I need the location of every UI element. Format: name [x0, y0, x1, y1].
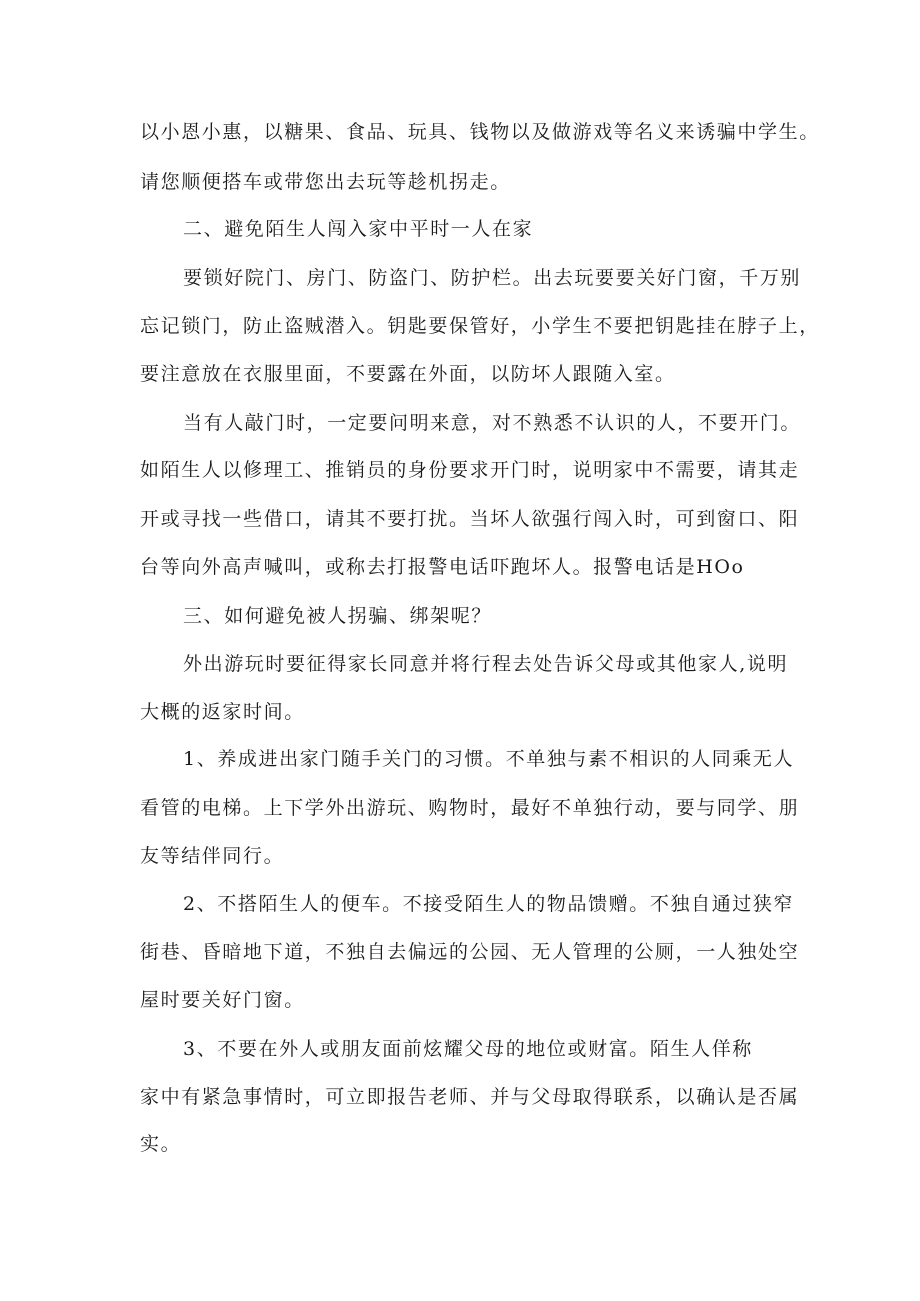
text-line: 当有人敲门时，一定要问明来意，对不熟悉不认识的人，不要开门。 [183, 412, 802, 434]
text-line: 外出游玩时要征得家长同意并将行程去处告诉父母或其他家人,说明 [183, 653, 789, 675]
text-line: 看管的电梯。上下学外出游玩、购物时，最好不单独行动，要与同学、朋 [140, 797, 800, 819]
list-item: 1、养成进出家门随手关门的习惯。不单独与素不相识的人同乘无人 [183, 748, 795, 770]
text-line: 台等向外高声喊叫，或称去打报警电话吓跑坏人。报警电话是HOo [140, 556, 745, 578]
text-line: 要锁好院门、房门、防盗门、防护栏。出去玩要要关好门窗，千万别 [183, 267, 802, 289]
section-heading: 三、如何避免被人拐骗、绑架呢？ [183, 605, 493, 627]
text-line: 屋时要关好门窗。 [140, 989, 305, 1011]
text-line: 大概的返家时间。 [140, 701, 305, 723]
text-line: 开或寻找一些借口，请其不要打扰。当坏人欲强行闯入时，可到窗口、阳 [140, 508, 800, 530]
list-item: 3、不要在外人或朋友面前炫耀父母的地位或财富。陌生人佯称 [183, 1038, 753, 1060]
text-line: 友等结伴同行。 [140, 845, 285, 867]
text-line: 要注意放在衣服里面，不要露在外面，以防坏人跟随入室。 [140, 363, 676, 385]
text-line: 请您顺便搭车或带您出去玩等趁机拐走。 [140, 171, 511, 193]
text-line: 以小恩小惠，以糖果、食品、玩具、钱物以及做游戏等名义来诱骗中学生。 [140, 121, 820, 143]
text-line: 忘记锁门，防止盗贼潜入。钥匙要保管好，小学生不要把钥匙挂在脖子上， [140, 315, 820, 337]
text-line: 街巷、昏暗地下道，不独自去偏远的公园、无人管理的公厕，一人独处空 [140, 941, 800, 963]
text-line: 如陌生人以修理工、推销员的身份要求开门时，说明家中不需要，请其走 [140, 459, 800, 481]
list-item: 2、不搭陌生人的便车。不接受陌生人的物品馈赠。不独自通过狭窄 [183, 893, 795, 915]
text-line: 实。 [140, 1133, 182, 1155]
text-line: 家中有紧急事情时，可立即报告老师、并与父母取得联系，以确认是否属 [140, 1086, 800, 1108]
section-heading: 二、避免陌生人闯入家中平时一人在家 [183, 218, 534, 240]
